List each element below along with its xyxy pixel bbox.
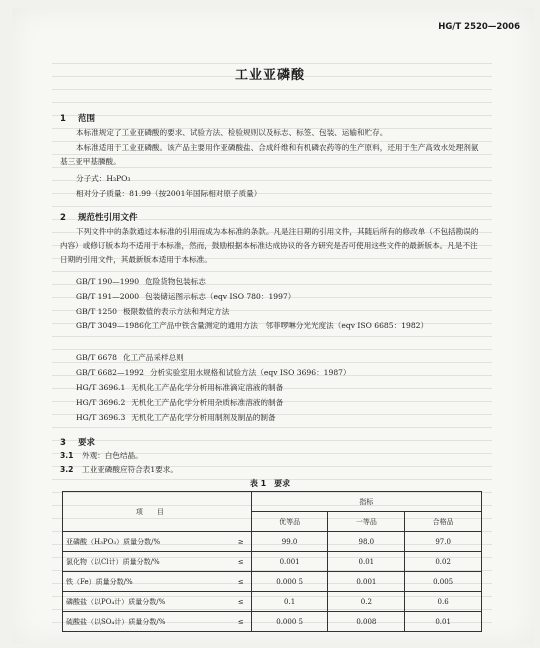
reference-item: GB/T 1250 极限数值的表示方法和判定方法 bbox=[76, 307, 230, 316]
cell-value: 0.000 5 bbox=[251, 572, 328, 592]
cell-value: 0.6 bbox=[405, 592, 482, 612]
reference-item: GB/T 6678 化工产品采样总则 bbox=[76, 353, 184, 362]
table-header-row bbox=[63, 492, 482, 512]
row-label: 铁（Fe）质量分数/% bbox=[63, 572, 231, 592]
scope-paragraph-1: 本标准规定了工业亚磷酸的要求、试验方法、检验规则以及标志、标签、包装、运输和贮存。 bbox=[76, 128, 388, 137]
cell-value: 0.005 bbox=[405, 572, 482, 592]
cell-value: 0.000 5 bbox=[251, 612, 328, 632]
section-title: 要求 bbox=[78, 438, 96, 448]
cell-value: 98.0 bbox=[328, 532, 405, 552]
cell-value: 0.008 bbox=[328, 612, 405, 632]
document-title: 工业亚磷酸 bbox=[234, 68, 305, 83]
scope-paragraph-2: 本标准适用于工业亚磷酸。该产品主要用作亚磷酸盐、合成纤维和有机磷农药等的生产原料，还用于生产高效水处理剂氨基三亚甲基膦酸。 bbox=[60, 143, 479, 166]
reference-item: GB/T 191—2000 包装储运图示标志（eqv ISO 780：1997） bbox=[76, 292, 296, 301]
requirements-table bbox=[62, 491, 482, 632]
reference-item: HG/T 3696.1 无机化工产品化学分析用标准滴定溶液的制备 bbox=[76, 383, 284, 392]
section-1-heading bbox=[60, 112, 95, 124]
cell-value: 0.1 bbox=[251, 592, 328, 612]
cell-value: 0.01 bbox=[328, 552, 405, 572]
cell-value: 0.001 bbox=[328, 572, 405, 592]
grade-premium: 优等品 bbox=[251, 512, 328, 532]
row-label: 亚磷酸（H₃PO₃）质量分数/% bbox=[63, 532, 231, 552]
row-label: 硫酸盐（以SO₄计）质量分数/% bbox=[63, 612, 231, 632]
cell-value: 97.0 bbox=[405, 532, 482, 552]
section-number: 1 bbox=[60, 114, 66, 124]
table-row bbox=[63, 612, 482, 632]
limit-sign: ≤ bbox=[231, 592, 251, 612]
grade-first: 一等品 bbox=[328, 512, 405, 532]
reference-item: HG/T 3696.3 无机化工产品化学分析用制剂及制品的制备 bbox=[76, 413, 276, 422]
molecular-formula: 分子式：H₃PO₃ bbox=[76, 174, 131, 183]
standard-code: HG/T 2520—2006 bbox=[438, 22, 520, 32]
grade-qualified: 合格品 bbox=[405, 512, 482, 532]
reference-item: HG/T 3696.2 无机化工产品化学分析用杂质标准溶液的制备 bbox=[76, 398, 284, 407]
section-title: 范围 bbox=[78, 114, 96, 124]
table-row bbox=[63, 552, 482, 572]
cell-value: 0.001 bbox=[251, 552, 328, 572]
section-3-heading bbox=[60, 436, 95, 448]
table-caption: 表 1 要求 bbox=[249, 479, 291, 488]
section-title: 规范性引用文件 bbox=[78, 213, 138, 223]
section-2-heading bbox=[60, 211, 138, 223]
table-row bbox=[63, 572, 482, 592]
header-item: 项目 bbox=[63, 492, 252, 532]
cell-value: 99.0 bbox=[251, 532, 328, 552]
reference-item: GB/T 3049—1986化工产品中铁含量测定的通用方法 邻菲啰啉分光光度法（eqv ISO 6685：1982） bbox=[76, 321, 429, 330]
limit-sign: ≤ bbox=[231, 572, 251, 592]
normative-references-paragraph: 下列文件中的条款通过本标准的引用而成为本标准的条款。凡是注日期的引用文件，其随后所有的修改单（不包括勘误的内容）或修订版本均不适用于本标准，然而，鼓励根据本标准达成协议的各方研究是否可使用这些文件的最新版本。凡是不注日期的引用文件，其最新版本适用于本标准。 bbox=[60, 227, 479, 264]
limit-sign: ≤ bbox=[231, 552, 251, 572]
cell-value: 0.2 bbox=[328, 592, 405, 612]
cell-value: 0.01 bbox=[405, 612, 482, 632]
clause-3-1: 3.1 外观：白色结晶。 bbox=[60, 451, 143, 460]
table-row bbox=[63, 592, 482, 612]
row-label: 氯化物（以Cl计）质量分数/% bbox=[63, 552, 231, 572]
section-number: 2 bbox=[60, 213, 66, 223]
reference-item: GB/T 190—1990 危险货物包装标志 bbox=[76, 277, 206, 286]
section-number: 3 bbox=[60, 438, 66, 448]
cell-value: 0.02 bbox=[405, 552, 482, 572]
reference-item: GB/T 6682—1992 分析实验室用水规格和试验方法（eqv ISO 3696：1987） bbox=[76, 368, 351, 377]
header-index: 指标 bbox=[251, 492, 481, 512]
limit-sign: ≤ bbox=[231, 612, 251, 632]
table-row bbox=[63, 532, 482, 552]
limit-sign: ≥ bbox=[231, 532, 251, 552]
row-label: 磷酸盐（以PO₄计）质量分数/% bbox=[63, 592, 231, 612]
clause-3-2: 3.2 工业亚磷酸应符合表1要求。 bbox=[60, 465, 178, 474]
relative-molecular-mass: 相对分子质量：81.99（按2001年国际相对原子质量） bbox=[76, 189, 262, 198]
